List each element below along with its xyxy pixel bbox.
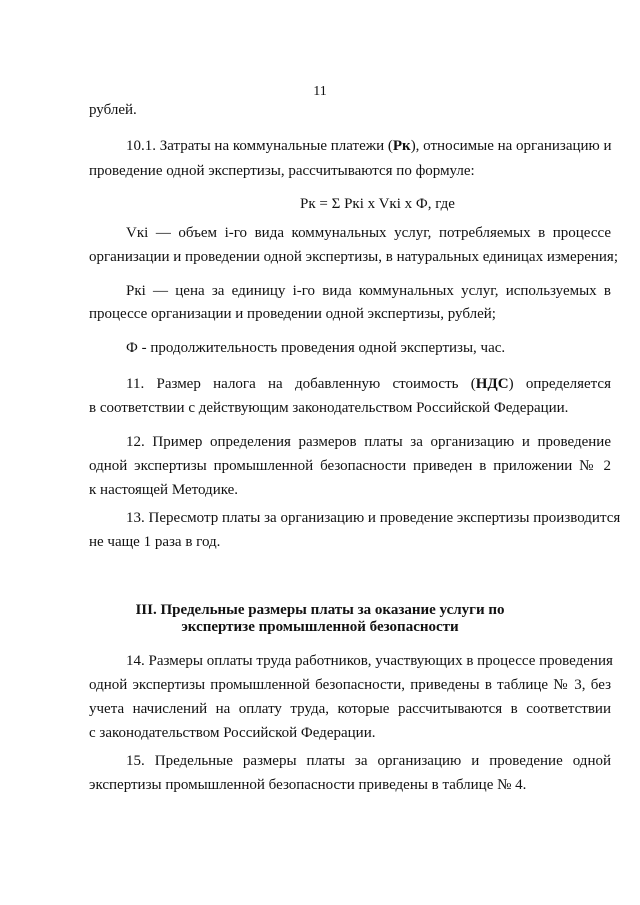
paragraph-10-1-line-2: проведение одной экспертизы, рассчитываются по формуле:	[89, 163, 475, 179]
text-line: рублей.	[89, 102, 137, 118]
paragraph-12-line-3: к настоящей Методике.	[89, 482, 239, 498]
text-fragment: 10.1. Затраты на коммунальные платежи (	[126, 138, 393, 154]
definition-p-line-2: процессе организации и проведении одной экспертизы, рублей;	[89, 306, 496, 322]
term-rk: Рк	[392, 138, 411, 154]
paragraph-15-line-1: 15. Предельные размеры платы за организацию и проведение одной	[126, 753, 611, 769]
section-heading-line-2: экспертизе промышленной безопасности	[181, 619, 459, 635]
definition-p-line-1: Ркi — цена за единицу i-го вида коммунальных услуг, используемых в	[126, 283, 611, 299]
paragraph-11-line-2: в соответствии с действующим законодательством Российской Федерации.	[89, 400, 569, 416]
paragraph-13-line-2: не чаще 1 раза в год.	[89, 534, 221, 550]
paragraph-10-1-line-1	[126, 137, 611, 155]
paragraph-14-line-3: учета начислений на оплату труда, которые рассчитываются в соответствии	[89, 701, 611, 717]
paragraph-14-line-1: 14. Размеры оплаты труда работников, участвующих в процессе проведения	[126, 653, 613, 669]
definition-v-line-2: организации и проведении одной экспертизы, в натуральных единицах измерения;	[89, 249, 618, 265]
text-fragment: ), относимые на организацию и	[410, 138, 612, 154]
text-fragment: ) определяется	[508, 376, 611, 392]
paragraph-14-line-4: с законодательством Российской Федерации.	[89, 725, 376, 741]
section-heading-line-1: III. Предельные размеры платы за оказание услуги по	[135, 602, 505, 618]
definition-v-line-1: Vкi — объем i-го вида коммунальных услуг, потребляемых в процессе	[126, 225, 611, 241]
paragraph-14-line-2: одной экспертизы промышленной безопасности, приведены в таблице № 3, без	[89, 677, 611, 693]
paragraph-15-line-2: экспертизы промышленной безопасности приведены в таблице № 4.	[89, 777, 527, 793]
paragraph-12-line-1: 12. Пример определения размеров платы за организацию и проведение	[126, 434, 611, 450]
definition-f: Ф - продолжительность проведения одной экспертизы, час.	[126, 340, 506, 356]
paragraph-11-line-1	[126, 375, 611, 393]
formula: Рк = Σ Ркi x Vкi x Ф, где	[300, 196, 455, 212]
paragraph-13-line-1: 13. Пересмотр платы за организацию и проведение экспертизы производится	[126, 510, 621, 526]
paragraph-12-line-2: одной экспертизы промышленной безопасности приведен в приложении № 2	[89, 458, 611, 474]
text-fragment: 11. Размер налога на добавленную стоимость (	[126, 376, 476, 392]
page-number: 11	[313, 84, 327, 99]
term-nds: НДС	[475, 376, 509, 392]
